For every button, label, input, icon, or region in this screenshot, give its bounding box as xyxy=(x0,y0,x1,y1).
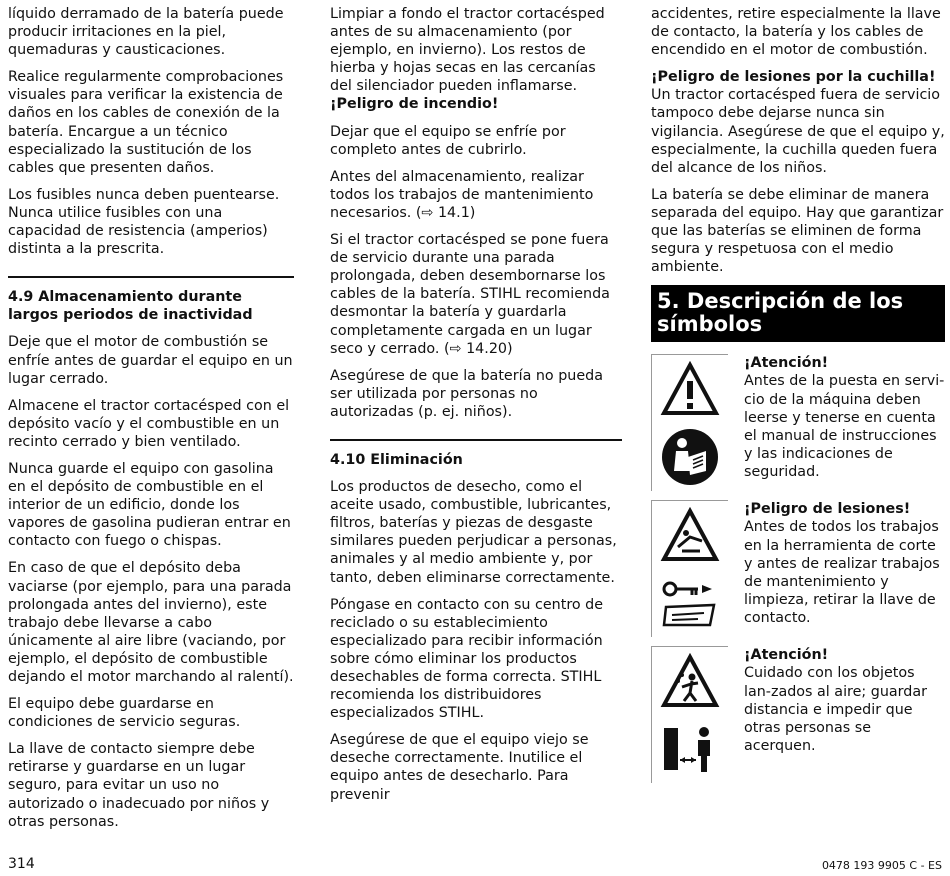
symbol-icons xyxy=(651,500,728,637)
paragraph: En caso de que el depósito deba vaciarse (por ejemplo, para una parada prolongada antes del invierno), este trabajo debe llevarse a cabo únicamente al aire libre (vaciando, por ejemplo, el depósito de combustible dejando el motor marchando al ralentí). xyxy=(8,560,294,685)
symbol-text xyxy=(744,646,945,755)
paragraph: Si el tractor cortacésped se pone fuera de servicio durante una parada prolongada, deben desembornarse los cables de la batería. STIHL recomienda desmontar la batería y guardarla completamente cargada en un lugar seco y cerrado. (⇨ 14.20) xyxy=(330,232,610,357)
symbol-description: Antes de todos los trabajos en la herramienta de corte y antes de realizar trabajos de mantenimiento y limpieza, retirar la llave de contacto. xyxy=(744,519,940,626)
paragraph: Los productos de desecho, como el aceite usado, combustible, lubricantes, filtros, baterías y piezas de desgaste similares pueden perjudicar a personas, animales y al medio ambiente y, por tanto, deben eliminarse correctamente. xyxy=(330,479,617,586)
page-number: 314 xyxy=(8,856,35,872)
paragraph: La batería se debe eliminar de manera separada del equipo. Hay que garantizar que las baterías se eliminen de forma segura y respetuosa con el medio ambiente. xyxy=(651,186,944,276)
section-divider xyxy=(330,439,622,441)
symbol-title: ¡Peligro de lesiones! xyxy=(744,501,911,518)
paragraph: Almacene el tractor cortacésped con el depósito vacío y el combustible en un recinto cerrado y bien ventilado. xyxy=(8,397,290,450)
column-2 xyxy=(330,5,622,813)
symbol-description: Antes de la puesta en servi-cio de la máquina deben leerse y tenerse en cuenta el manual de instrucciones y las indicaciones de seguridad. xyxy=(744,373,945,480)
paragraph: líquido derramado de la batería puede producir irritaciones en la piel, quemaduras y causticaciones. xyxy=(8,6,284,59)
blade-hazard-icon xyxy=(652,501,728,569)
thrown-objects-icon xyxy=(652,647,728,715)
symbol-title: ¡Atención! xyxy=(744,647,829,664)
symbol-entry xyxy=(651,354,945,500)
paragraph: Asegúrese de que el equipo viejo se deseche correctamente. Inutilice el equipo antes de desecharlo. Para prevenir xyxy=(330,732,589,803)
symbol-icons xyxy=(651,646,728,783)
paragraph: Póngase en contacto con su centro de reciclado o su establecimiento especializado para recibir información sobre cómo eliminar los productos desechables de forma correcta. STIHL recomienda los distribuidores especializados STIHL. xyxy=(330,596,604,722)
blade-warning-title: ¡Peligro de lesiones por la cuchilla! xyxy=(651,69,936,86)
section-heading-4-10: 4.10 Eliminación xyxy=(330,451,463,468)
paragraph: Dejar que el equipo se enfríe por completo antes de cubrirlo. xyxy=(330,123,566,158)
column-3 xyxy=(651,5,945,792)
symbol-title: ¡Atención! xyxy=(744,355,829,372)
paragraph: Nunca guarde el equipo con gasolina en el depósito de combustible en el interior de un edificio, donde los vapores de gasolina pudieran entrar en contacto con fuego o chispas. xyxy=(8,460,291,550)
read-manual-icon xyxy=(652,423,728,491)
column-1 xyxy=(8,5,294,840)
symbol-entry xyxy=(651,500,945,646)
fire-warning: ¡Peligro de incendio! xyxy=(330,96,499,113)
symbol-text xyxy=(744,354,945,481)
symbol-entry xyxy=(651,646,945,792)
paragraph: Deje que el motor de combustión se enfríe antes de guardar el equipo en un lugar cerrado. xyxy=(8,334,293,387)
paragraph: El equipo debe guardarse en condiciones de servicio seguras. xyxy=(8,696,241,731)
paragraph: Antes del almacenamiento, realizar todos los trabajos de mantenimiento necesarios. (⇨ 14.1) xyxy=(330,168,594,221)
keep-distance-icon xyxy=(652,715,728,783)
remove-key-icon xyxy=(652,569,728,637)
paragraph xyxy=(651,68,945,177)
paragraph-text: Limpiar a fondo el tractor cortacésped antes de su almacenamiento (por ejemplo, en invierno). Los restos de hierba y hojas secas en las cercanías del silenciador pueden inflamarse. xyxy=(330,6,605,95)
section-divider xyxy=(8,276,294,278)
document-code: 0478 193 9905 C - ES xyxy=(821,859,942,872)
section-heading-4-9: 4.9 Almacenamiento durante largos periodos de inactividad xyxy=(8,289,253,324)
paragraph: La llave de contacto siempre debe retirarse y guardarse en un lugar seguro, para evitar un uso no autorizado o inadecuado por niños y otras personas. xyxy=(8,741,270,830)
paragraph: Los fusibles nunca deben puentearse. Nunca utilice fusibles con una capacidad de resistencia (amperios) distinta a la prescrita. xyxy=(8,186,280,258)
paragraph-text: Un tractor cortacésped fuera de servicio tampoco debe dejarse nunca sin vigilancia. Asegúrese de que el equipo y, especialmente, la cuchilla queden fuera del alcance de los niños. xyxy=(651,87,945,176)
chapter-banner: 5. Descripción de los símbolos xyxy=(651,285,945,342)
warning-triangle-icon xyxy=(652,355,728,423)
symbol-icons xyxy=(651,354,728,491)
symbol-text xyxy=(744,500,945,627)
paragraph: Realice regularmente comprobaciones visuales para verificar la existencia de daños en los cables de conexión de la batería. Encargue a un técnico especializado la sustitución de los cables que presenten daños. xyxy=(8,69,284,176)
paragraph: accidentes, retire especialmente la llave de contacto, la batería y los cables de encendido en el motor de combustión. xyxy=(651,6,941,59)
symbol-description: Cuidado con los objetos lan-zados al aire; guardar distancia e impedir que otras personas se acerquen. xyxy=(744,665,928,754)
paragraph xyxy=(330,5,622,114)
paragraph: Asegúrese de que la batería no pueda ser utilizada por personas no autorizadas (p. ej. niños). xyxy=(330,367,603,420)
